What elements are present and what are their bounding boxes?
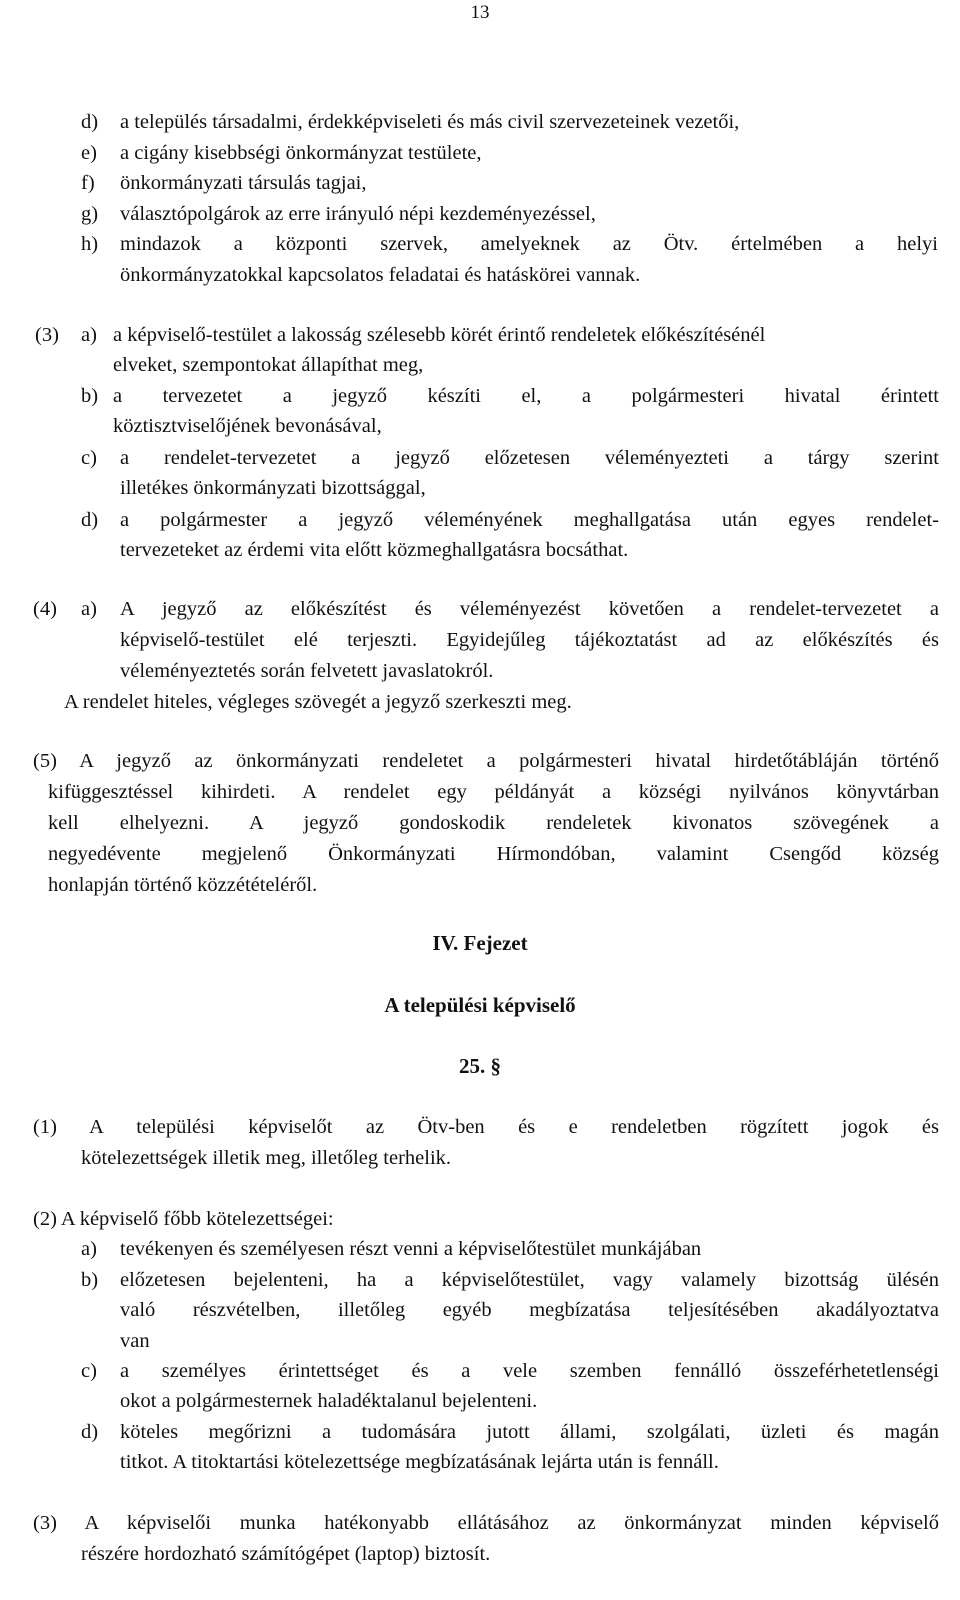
list-item-text-cont: illetékes önkormányzati bizottsággal, (120, 477, 426, 499)
list-item-label: d) (81, 509, 99, 531)
paragraph-text: véleményeztetés során felvetett javaslatokról. (120, 660, 494, 682)
paragraph-text: kifüggesztéssel kihirdeti. A rendelet egy példányát a községi nyilvános könyvtárban (48, 781, 939, 803)
list-item-text: köteles megőrizni a tudomására jutott állami, szolgálati, üzleti és magán (120, 1421, 939, 1443)
list-item-label: c) (81, 447, 97, 469)
paragraph-text: (1) A települési képviselőt az Ötv-ben és e rendeletben rögzített jogok és (33, 1116, 939, 1138)
list-item-label: b) (81, 1269, 99, 1291)
list-item-text: a tervezetet a jegyző készíti el, a polgármesteri hivatal érintett (113, 385, 939, 407)
list-item-text-cont: elveket, szempontokat állapíthat meg, (113, 354, 424, 376)
paragraph-text: A jegyző az előkészítést és véleményezést követően a rendelet-tervezetet a (120, 598, 939, 620)
paragraph-text: A rendelet hiteles, végleges szövegét a jegyző szerkeszti meg. (64, 691, 572, 713)
list-item-text: a képviselő-testület a lakosság szélesebb körét érintő rendeletek előkészítésénél (113, 324, 766, 346)
list-item-text-cont: titkot. A titoktartási kötelezettsége megbízatásának lejárta után is fennáll. (120, 1451, 719, 1473)
list-item-text-cont: okot a polgármesternek haladéktalanul bejelenteni. (120, 1390, 538, 1412)
list-item-text: választópolgárok az erre irányuló népi kezdeményezéssel, (120, 203, 596, 225)
list-item-label: a) (81, 1238, 97, 1260)
paragraph-text: negyedévente megjelenő Önkormányzati Hírmondóban, valamint Csengőd község (48, 843, 939, 865)
paragraph-number: (3) (35, 324, 59, 346)
list-item-text: tevékenyen és személyesen részt venni a képviselőtestület munkájában (120, 1238, 702, 1260)
paragraph-number: (4) (33, 598, 57, 620)
list-item-text-cont: köztisztviselőjének bevonásával, (113, 415, 382, 437)
list-item-text: önkormányzati társulás tagjai, (120, 172, 367, 194)
list-item-label: c) (81, 1360, 97, 1382)
paragraph-text: kötelezettségek illetik meg, illetőleg terhelik. (81, 1147, 452, 1169)
list-item-text: a személyes érintettséget és a vele szemben fennálló összeférhetetlenségi (120, 1360, 939, 1382)
list-item-label: a) (81, 598, 97, 620)
list-item-label: b) (81, 385, 99, 407)
list-item-label: d) (81, 1421, 99, 1443)
list-item-text: mindazok a központi szervek, amelyeknek az Ötv. értelmében a helyi (120, 233, 938, 255)
list-item-label: g) (81, 203, 99, 225)
list-item-label: h) (81, 233, 99, 255)
chapter-title: A települési képviselő (384, 993, 576, 1017)
paragraph-text: honlapján történő közzétételéről. (48, 874, 318, 896)
list-item-text: a cigány kisebbségi önkormányzat testülete, (120, 142, 482, 164)
list-item-text-cont: van (120, 1330, 150, 1352)
list-item-label: a) (81, 324, 97, 346)
paragraph-text: részére hordozható számítógépet (laptop) biztosít. (81, 1543, 491, 1565)
list-item-label: e) (81, 142, 97, 164)
chapter-heading: IV. Fejezet (432, 931, 528, 955)
list-item-text: a polgármester a jegyző véleményének meghallgatása után egyes rendelet- (120, 509, 939, 531)
list-item-text-cont: önkormányzatokkal kapcsolatos feladatai és hatáskörei vannak. (120, 264, 641, 286)
paragraph-text: (3) A képviselői munka hatékonyabb ellátásához az önkormányzat minden képviselő (33, 1512, 939, 1534)
list-item-label: f) (81, 172, 95, 194)
paragraph-intro: (2) A képviselő főbb kötelezettségei: (33, 1208, 334, 1230)
paragraph-text: kell elhelyezni. A jegyző gondoskodik rendeletek kivonatos szövegének a (48, 812, 939, 834)
list-item-text: a település társadalmi, érdekképviseleti és más civil szervezeteinek vezetői, (120, 111, 740, 133)
list-item-label: d) (81, 111, 99, 133)
list-item-text-cont: való részvételben, illetőleg egyéb megbízatása teljesítésében akadályoztatva (120, 1299, 939, 1321)
paragraph-text: (5) A jegyző az önkormányzati rendeletet a polgármesteri hivatal hirdetőtábláján történő (33, 750, 939, 772)
page-number: 13 (470, 2, 490, 23)
list-item-text-cont: tervezeteket az érdemi vita előtt közmeghallgatásra bocsáthat. (120, 539, 629, 561)
list-item-text: előzetesen bejelenteni, ha a képviselőtestület, vagy valamely bizottság ülésén (120, 1269, 939, 1291)
paragraph-text: képviselő-testület elé terjeszti. Egyidejűleg tájékoztatást ad az előkészítés és (120, 629, 939, 651)
list-item-text: a rendelet-tervezetet a jegyző előzetesen véleményezteti a tárgy szerint (120, 447, 939, 469)
section-heading: 25. § (459, 1054, 501, 1078)
